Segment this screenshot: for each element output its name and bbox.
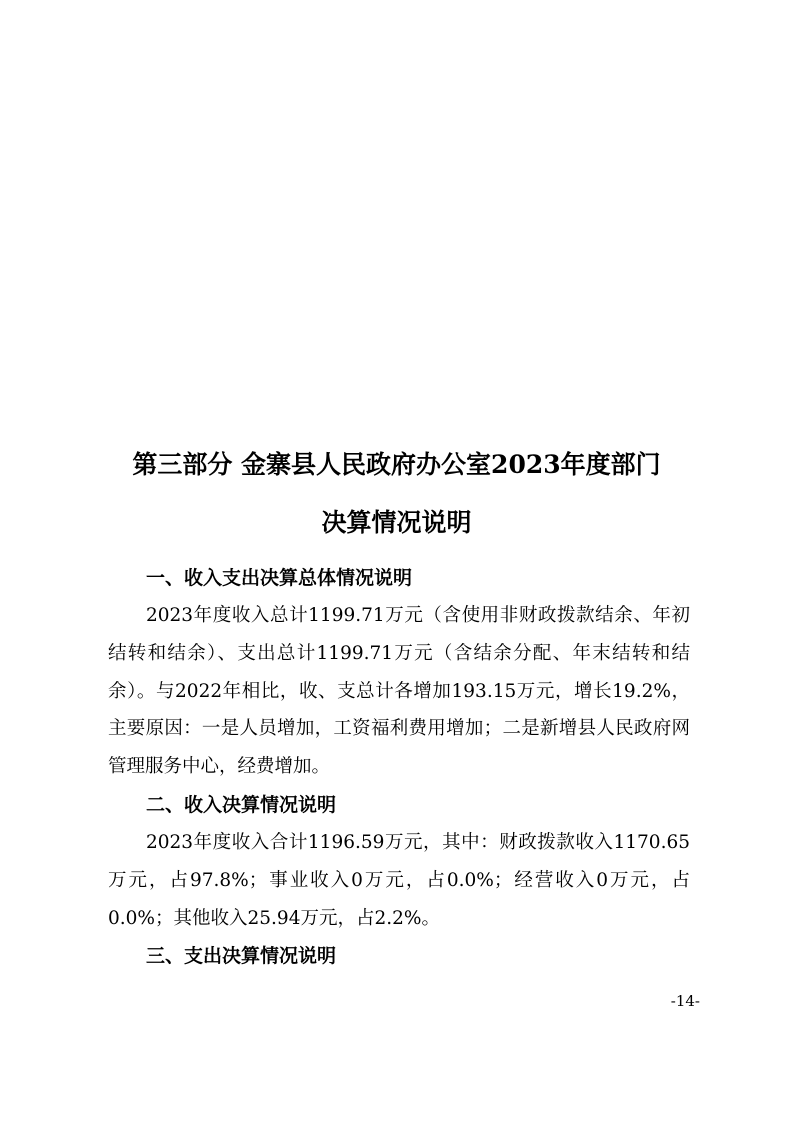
- page-number: -14-: [670, 992, 700, 1010]
- section-body-income-expenditure-overview: 2023年度收入总计1199.71万元（含使用非财政拨款结余、年初结转和结余）、支出总计1199.71万元（含结余分配、年末结转和结余）。与2022年相比，收、支总计各增加193.15万元，增长19.2%，主要原因：一是人员增加，工资福利费用增加；二是新增县人民政府网管理服务中心，经费增加。: [108, 605, 690, 778]
- section-body-income: 2023年度收入合计1196.59万元，其中：财政拨款收入1170.65万元，占97.8%；事业收入0万元，占0.0%；经营收入0万元，占0.0%；其他收入25.94万元，占2.2%。: [108, 832, 690, 929]
- document-title-line-1: 第三部分 金寨县人民政府办公室2023年度部门: [132, 450, 661, 479]
- document-title-line-2: 决算情况说明: [321, 508, 472, 537]
- section-heading-income: 二、收入决算情况说明: [146, 794, 337, 816]
- section-heading-income-expenditure-overview: 一、收入支出决算总体情况说明: [146, 567, 413, 589]
- section-heading-expenditure: 三、支出决算情况说明: [146, 945, 337, 967]
